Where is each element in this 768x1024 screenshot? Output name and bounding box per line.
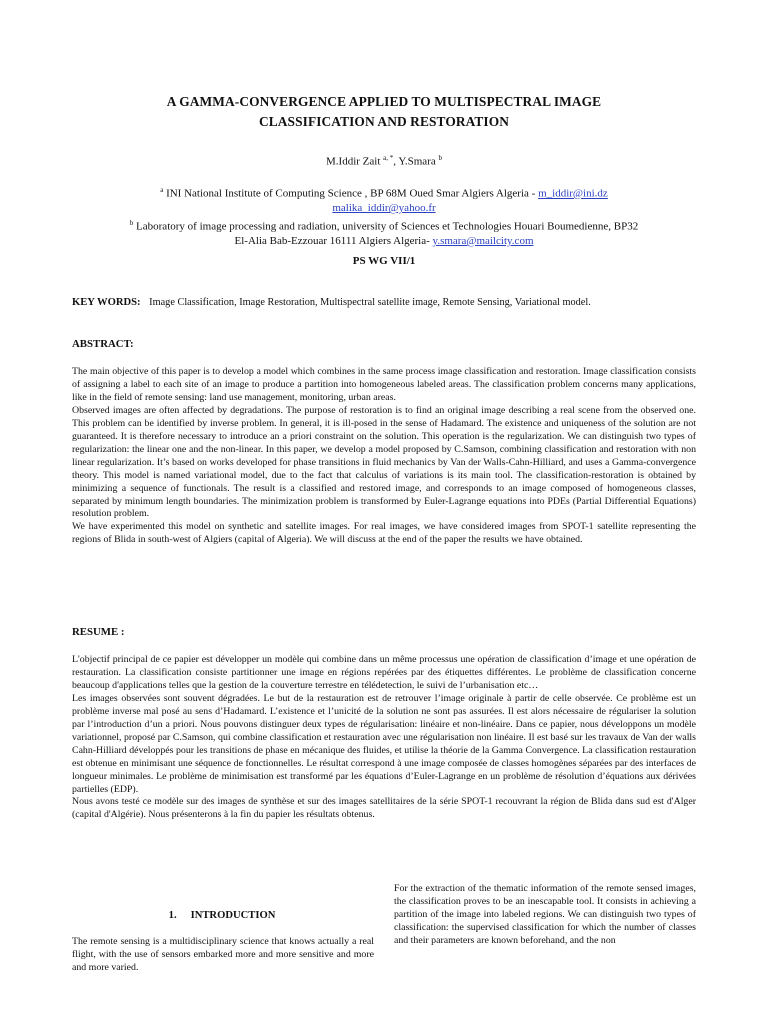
email-link-1[interactable]: m_iddir@ini.dz [538,187,608,200]
abstract-heading: ABSTRACT: [72,338,134,350]
author-2-affiliation-mark: b [438,154,442,162]
affiliation-b [72,216,696,234]
author-1: M.Iddir Zait [326,155,381,168]
affiliation-b-mark: b [129,218,134,227]
author-2: Y.Smara [398,155,436,168]
abstract-paragraph: We have experimented this model on synthetic and satellite images. For real images, we have considered images from SPOT-1 satellite representing the regions of Blida in south-west of Algiers (capital of Algeria). We will discuss at the end of the paper the results we have obtained. [72,521,696,546]
affiliations [72,183,696,248]
affiliation-a-line-2 [72,201,696,216]
email-link-3[interactable]: y.smara@mailcity.com [432,234,534,247]
abstract-body [72,366,696,547]
resume-paragraph: Nous avons testé ce modèle sur des images de synthèse et sur des images satellitaires de la série SPOT-1 recouvrant la région de Blida dans sud est d'Alger (capital d'Algérie). Nous présenterons à la fin du papier les résultats obtenus. [72,796,696,821]
affiliation-b-text-1: Laboratory of image processing and radiation, university of Sciences et Technologies Houari Boumedienne, BP32 [133,220,639,233]
resume-body [72,654,696,822]
keywords [72,297,696,308]
affiliation-a-mark: a [160,186,164,194]
affiliation-a [72,183,696,201]
introduction-left-column [72,936,374,975]
affiliation-b-text-2: El-Alia Bab-Ezzouar 16111 Algiers Algeria- [234,234,433,247]
abstract-paragraph: The main objective of this paper is to develop a model which combines in the same process image classification and restoration. Image classification consists of assigning a label to each site of an image to produce a partition into homogeneous labeled areas. The classification problem concerns many applications, like in the field of remote sensing: land use management, monitoring, urban areas. [72,366,696,403]
author-list [72,154,696,168]
introduction-right-text: For the extraction of the thematic information of the remote sensed images, the classification proves to be an inescapable tool. It consists in achieving a partition of the image into labeled regions. We can distinguish two types of classification: the supervised classification for which the number of classes and their parameters are known beforehand, and the non [394,883,696,946]
keywords-label: KEY WORDS: [72,297,141,308]
email-link-2[interactable]: malika_iddir@yahoo.fr [332,202,436,215]
abstract-paragraph: Observed images are often affected by degradations. The purpose of restoration is to find an original image describing a real scene from the observed one. This problem can be identified by inverse problem. In general, it is ill-posed in the sense of Hadamard. The existence and uniqueness of the solution are not guaranteed. It is therefore necessary to introduce an a priori constraint on the solution. This operation is the regularization. We can distinguish two types of regularization: the linear one and the non-linear. In this paper, we develop a model proposed by C.Samson, combining classification and restoration with non linear regularization. It’s based on works developed for phase transitions in fluid mechanics by Van der Walls-Cahn-Hilliard, and uses a Gamma-convergence theory. This model is named variational model, due to the fact that calculus of variations is its main tool. The classification-restoration is obtained by minimizing a sequence of functionals. The result is a classified and restored image, and corresponds to an image composed of homogeneous classes, separated by minimum length boundaries. The minimization problem is transformed by Euler-Lagrange equations into PDEs (Partial Differential Equations) resolution problem. [72,404,696,520]
introduction-heading [72,910,372,921]
section-title: INTRODUCTION [190,910,276,921]
commission-code: PS WG VII/1 [352,255,416,267]
author-separator: , [393,155,399,168]
author-1-affiliation-mark: a, * [383,154,394,162]
affiliation-b-line-2 [72,234,696,249]
affiliation-a-text: INI National Institute of Computing Science , BP 68M Oued Smar Algiers Algeria - [163,187,539,200]
title-line-1: A GAMMA-CONVERGENCE APPLIED TO MULTISPECTRAL IMAGE [166,94,602,109]
introduction-left-text: The remote sensing is a multidisciplinary science that knows actually a real flight, with the use of sensors embarked more and more sensitive and more and more varied. [72,936,374,973]
resume-paragraph: Les images observées sont souvent dégradées. Le but de la restauration est de retrouver l’image originale à partir de celle observée. Ce problème est un problème inverse mal posé au sens d’Hadamard. L’existence et l’unicité de la solution ne sont pas assurées. Il est alors nécessaire de régulariser la solution par l’introduction d’un a priori. Nous pouvons distinguer deux types de régularisation: linéaire et non-linéaire. Dans ce papier, nous développons un modèle variationnel, proposé par C.Samson, qui combine classification et restauration avec une régularisation non linéaire. Il est basé sur les travaux de Van der walls Cahn-Hilliard développés pour les transitions de phase en mécanique des fluides, et utilise la théorie de la Gamma Convergence. La classification restauration est obtenue en minimisant une séquence de fonctionnelles. Le résultat correspond à une image composée de classes homogènes séparées par des interfaces de longueur minimales. Le problème de minimisation est transformé par les équations d’Euler-Lagrange en un problème de résolution d’équations aux dérivées partielles (EDP). [72,692,696,795]
resume-heading: RESUME : [72,626,125,638]
title-line-2: CLASSIFICATION AND RESTORATION [258,114,510,129]
section-number: 1. [168,910,177,921]
resume-paragraph: L'objectif principal de ce papier est développer un modèle qui combine dans un même processus une opération de classification d’image et une opération de restauration. La classification consiste partitionner une image en régions repérées par des étiquettes différentes. Le problème de classification concerne beaucoup d'applications telles que la gestion de la couverture terrestre en télédetection, le suivi de l’urbanisation etc… [72,654,696,691]
introduction-right-column [394,883,696,948]
keywords-text: Image Classification, Image Restoration, Multispectral satellite image, Remote Sensing, Variational model. [149,297,591,308]
paper-title [72,92,696,132]
